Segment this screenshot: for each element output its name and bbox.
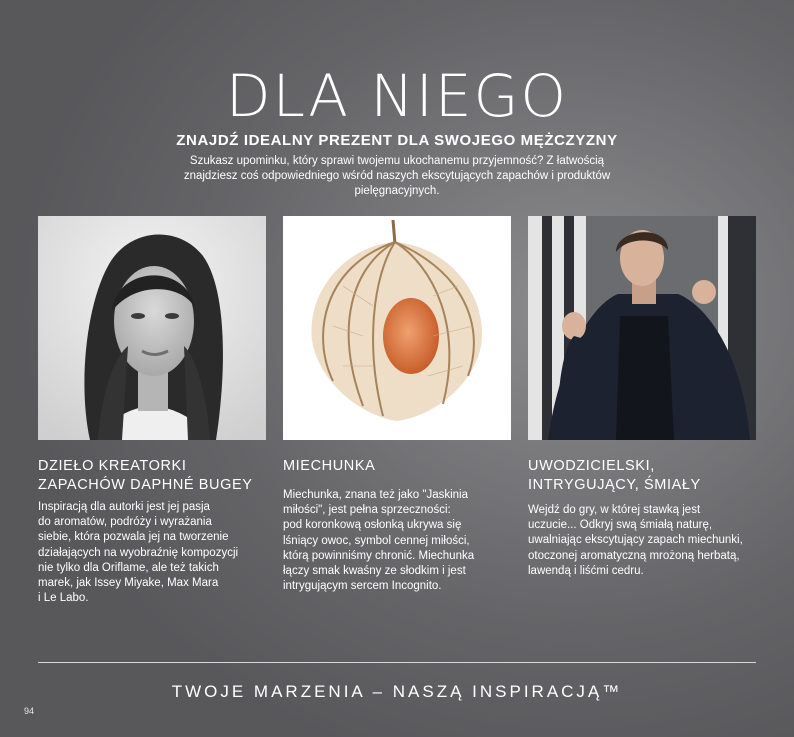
page-title: DLA NIEGO bbox=[225, 61, 569, 130]
body-line: intrygującym sercem Incognito. bbox=[283, 580, 442, 593]
body-line: marek, jak Issey Miyake, Max Mara bbox=[38, 577, 219, 590]
physalis-fruit-photo bbox=[283, 216, 511, 440]
body-line: łączy smak kwaśny ze słodkim i jest bbox=[283, 565, 466, 578]
body-line: lśniący owoc, symbol cennej miłości, bbox=[283, 534, 470, 547]
intro-paragraph bbox=[160, 154, 634, 199]
body-line: Miechunka, znana też jako "Jaskinia bbox=[283, 489, 468, 501]
column-title-line: INTRYGUJĄCY, ŚMIAŁY bbox=[528, 477, 701, 493]
body-line: miłości", jest pełna sprzeczności: bbox=[283, 504, 451, 517]
column-3-title bbox=[528, 457, 768, 495]
column-3-body bbox=[528, 503, 768, 579]
intro-line: pielęgnacyjnych. bbox=[354, 185, 440, 197]
body-line: którą powinniśmy chronić. Miechunka bbox=[283, 549, 475, 562]
page-number: 94 bbox=[24, 706, 35, 716]
column-2-body bbox=[283, 488, 523, 594]
column-title-line: ZAPACHÓW DAPHNÉ BUGEY bbox=[38, 477, 253, 493]
body-line: lawendą i liśćmi cedru. bbox=[528, 564, 644, 577]
column-title-line: DZIEŁO KREATORKI bbox=[38, 458, 187, 474]
body-line: i Le Labo. bbox=[38, 592, 89, 605]
portrait-woman-photo bbox=[38, 216, 266, 440]
body-line: siebie, która pozwala jej na tworzenie bbox=[38, 531, 229, 544]
column-title-line: MIECHUNKA bbox=[283, 458, 376, 474]
footer-divider bbox=[38, 662, 756, 663]
footer-tagline: TWOJE MARZENIA – NASZĄ INSPIRACJĄ™ bbox=[171, 682, 623, 701]
body-line: działających na wyobraźnię kompozycji bbox=[38, 546, 239, 559]
intro-line: znajdziesz coś odpowiedniego wśród naszych ekscytujących zapachów i produktów bbox=[183, 170, 611, 182]
body-line: do aromatów, podróży i wyrażania bbox=[38, 516, 212, 529]
column-1-title bbox=[38, 457, 278, 495]
column-title-line: UWODZICIELSKI, bbox=[528, 458, 655, 474]
body-line: pod koronkową osłonką ukrywa się bbox=[283, 519, 462, 532]
body-line: uwalniając ekscytujący zapach miechunki, bbox=[528, 534, 743, 547]
body-line: nie tylko dla Oriflame, ale też takich bbox=[38, 561, 219, 574]
body-line: otoczonej aromatyczną mrożoną herbatą, bbox=[528, 549, 740, 562]
column-2-title bbox=[283, 457, 523, 476]
body-line: Inspiracją dla autorki jest jej pasja bbox=[38, 501, 210, 513]
body-line: Wejdź do gry, w której stawką jest bbox=[528, 504, 701, 516]
man-in-jacket-photo bbox=[528, 216, 756, 440]
body-line: uczucie... Odkryj swą śmiałą naturę, bbox=[528, 519, 713, 532]
column-1-body bbox=[38, 500, 278, 606]
section-subtitle: ZNAJDŹ IDEALNY PREZENT DLA SWOJEGO MĘŻCZYZNY bbox=[176, 132, 618, 149]
intro-line: Szukasz upominku, który sprawi twojemu ukochanemu przyjemność? Z łatwością bbox=[189, 155, 605, 167]
